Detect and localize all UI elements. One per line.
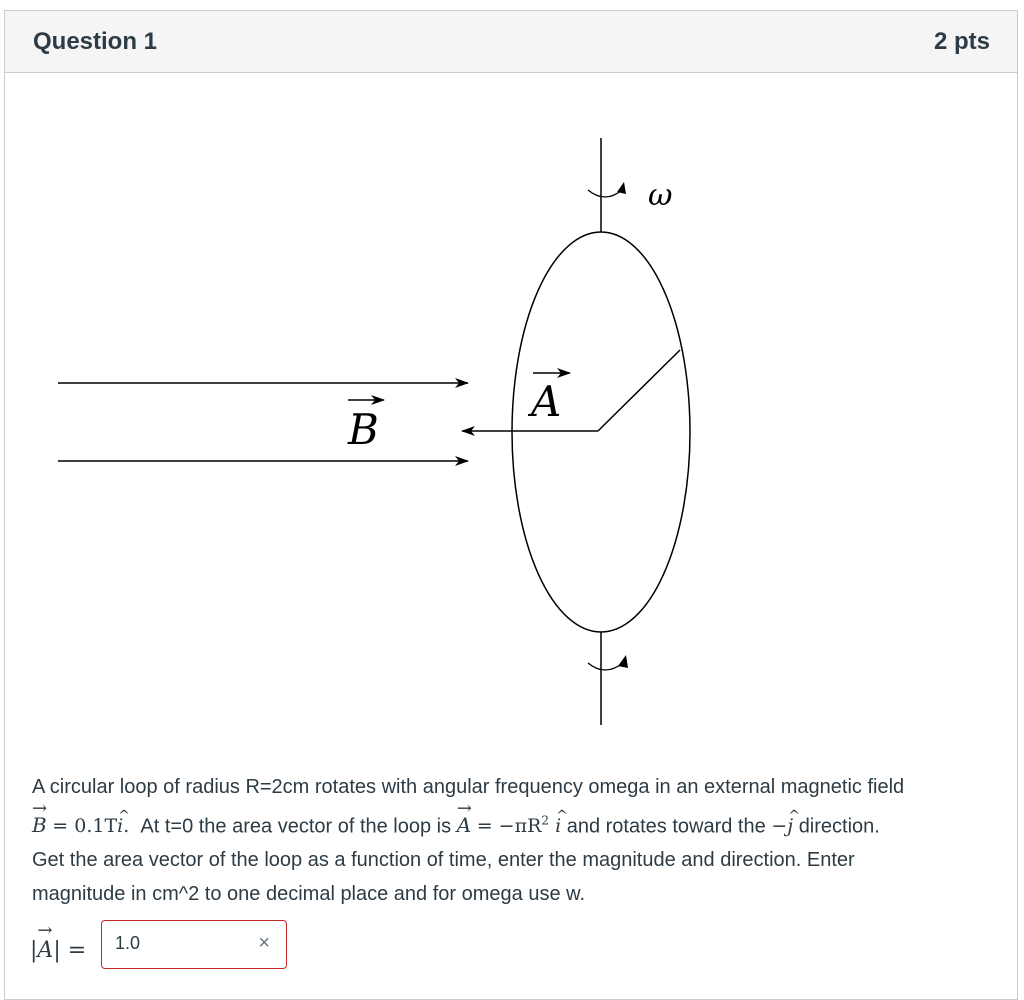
omega-label: ω — [648, 178, 673, 213]
area-equation: = $-\pi R^2$ ^ i — [477, 815, 561, 837]
vector-A: → A — [457, 804, 471, 842]
answer-input-box[interactable] — [101, 920, 287, 969]
minus-sign: − — [771, 815, 788, 838]
question-line-4: magnitude in cm^2 to one decimal place and for omega use w. — [32, 883, 586, 906]
rotation-arc-top-head — [617, 182, 626, 194]
question-points: 2 pts — [933, 28, 990, 55]
unit-i-hat-2: ^ i — [555, 809, 561, 843]
clear-icon[interactable]: × — [258, 932, 270, 954]
answer-input[interactable] — [115, 933, 245, 954]
minus-j-direction — [771, 815, 793, 837]
vector-B: → B — [32, 804, 47, 842]
area-equation-value: = −πR — [476, 815, 542, 838]
question-line-2-text-c: direction. — [798, 815, 880, 838]
question-title: Question 1 — [33, 28, 158, 55]
question-text — [32, 770, 992, 911]
unit-i-hat: ^ i — [117, 809, 123, 843]
unit-j-hat: ^ j — [787, 809, 793, 843]
rotation-arc-bottom — [588, 663, 623, 670]
question-line-2-text-a: At t=0 the area vector of the loop is — [140, 815, 452, 838]
magnitude-label: |→ A| = — [30, 934, 86, 963]
A-label: A — [531, 377, 562, 426]
radius-line — [598, 350, 680, 431]
field-equation-value: = 0.1T — [52, 815, 118, 838]
rotation-arc-top — [588, 190, 622, 197]
question-line-1: A circular loop of radius R=2cm rotates with angular frequency omega in an external magnetic field — [32, 776, 905, 798]
field-equation: = 0.1T^ i. — [52, 815, 129, 837]
question-line-2 — [32, 804, 992, 843]
B-label: B — [348, 405, 379, 454]
question-line-2-text-b: and rotates toward the — [566, 815, 766, 838]
answer-vector-A: → A — [37, 934, 53, 963]
loop-ellipse — [512, 232, 690, 632]
question-line-3: Get the area vector of the loop as a function of time, enter the magnitude and direction. Enter — [32, 849, 855, 872]
rotation-arc-bottom-head — [618, 655, 628, 668]
